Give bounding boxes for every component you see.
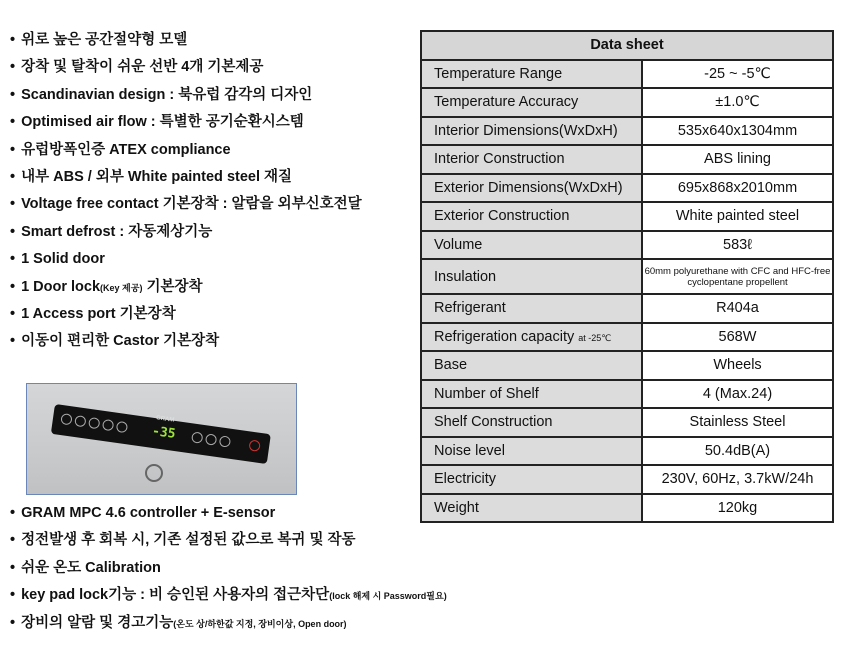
button-icon — [205, 433, 217, 445]
button-icon — [116, 421, 128, 433]
row-label-note: at -25℃ — [578, 332, 612, 343]
feature-item: • 쉬운 온도 Calibration — [10, 555, 447, 582]
button-icon — [74, 415, 86, 427]
datasheet-title: Data sheet — [421, 31, 833, 60]
row-label — [421, 145, 642, 174]
feature-list-top — [10, 27, 362, 356]
datasheet-row — [421, 494, 833, 523]
row-value: Wheels — [642, 351, 833, 380]
feature-item: • Voltage free contact 기본장착 : 알람을 외부신호전달 — [10, 191, 362, 218]
button-icon — [191, 431, 203, 443]
row-value: 230V, 60Hz, 3.7kW/24h — [642, 465, 833, 494]
row-label — [421, 494, 642, 523]
row-value: 4 (Max.24) — [642, 380, 833, 409]
controller-photo — [26, 383, 297, 495]
row-value: 695x868x2010mm — [642, 174, 833, 203]
feature-text: 기본장착 — [142, 278, 203, 295]
row-value: 568W — [642, 323, 833, 352]
datasheet-row — [421, 408, 833, 437]
row-value: ±1.0℃ — [642, 88, 833, 117]
row-label — [421, 351, 642, 380]
feature-list-bottom — [10, 500, 447, 637]
datasheet-row — [421, 60, 833, 89]
row-label-text: Insulation — [434, 268, 497, 285]
feature-item: • 장착 및 탈착이 쉬운 선반 4개 기본제공 — [10, 54, 362, 81]
datasheet-row — [421, 88, 833, 117]
feature-item: • 유럽방폭인증 ATEX compliance — [10, 137, 362, 164]
row-value: Stainless Steel — [642, 408, 833, 437]
feature-item: • 내부 ABS / 외부 White painted steel 재질 — [10, 164, 362, 191]
row-value: R404a — [642, 294, 833, 323]
temperature-display: -35 — [151, 423, 177, 442]
datasheet-row — [421, 323, 833, 352]
row-value: 50.4dB(A) — [642, 437, 833, 466]
feature-text: 장비의 알람 및 경고기능 — [21, 614, 174, 631]
row-label-text: Number of Shelf — [434, 385, 539, 402]
feature-item: • 이동이 편리한 Castor 기본장착 — [10, 328, 362, 355]
row-label — [421, 231, 642, 260]
row-label-text: Temperature Range — [434, 65, 563, 82]
row-label-text: Temperature Accuracy — [434, 94, 579, 111]
row-label-text: Interior Dimensions(WxDxH) — [434, 122, 618, 139]
button-icon — [219, 435, 231, 447]
feature-text: key pad lock기능 : 비 승인된 사용자의 접근차단 — [21, 587, 330, 604]
feature-item — [10, 274, 362, 301]
row-value: 535x640x1304mm — [642, 117, 833, 146]
row-label-text: Volume — [434, 236, 483, 253]
power-button-icon — [248, 439, 260, 451]
feature-item: • 1 Solid door — [10, 246, 362, 273]
feature-item: • 1 Access port 기본장착 — [10, 301, 362, 328]
feature-item — [10, 610, 447, 637]
row-value: White painted steel — [642, 202, 833, 231]
datasheet-table — [420, 30, 834, 523]
datasheet-row — [421, 174, 833, 203]
feature-item — [10, 582, 447, 609]
feature-item: • 정전발생 후 회복 시, 기존 설정된 값으로 복귀 및 작동 — [10, 527, 447, 554]
row-label-text: Exterior Construction — [434, 208, 570, 225]
row-label-text: Refrigeration capacity — [434, 328, 575, 345]
brand-logo: GRAM — [155, 415, 175, 424]
row-label-text: Shelf Construction — [434, 414, 553, 431]
row-label — [421, 88, 642, 117]
datasheet-row — [421, 259, 833, 294]
row-label — [421, 174, 642, 203]
row-label — [421, 465, 642, 494]
row-label — [421, 408, 642, 437]
datasheet-row — [421, 351, 833, 380]
feature-item: • GRAM MPC 4.6 controller + E-sensor — [10, 500, 447, 527]
row-label — [421, 259, 642, 294]
row-value: 120kg — [642, 494, 833, 523]
feature-item: • Scandinavian design : 북유럽 감각의 디자인 — [10, 82, 362, 109]
feature-item: • 위로 높은 공간절약형 모델 — [10, 27, 362, 54]
button-icon — [60, 413, 72, 425]
feature-note: (lock 해제 시 Password필요) — [329, 591, 447, 602]
row-label-text: Weight — [434, 499, 479, 516]
row-label — [421, 202, 642, 231]
row-value: -25 ~ -5℃ — [642, 60, 833, 89]
row-label — [421, 323, 642, 352]
row-value: 60mm polyurethane with CFC and HFC-free cyclopentane propellent — [642, 259, 833, 294]
button-icon — [88, 417, 100, 429]
datasheet-row — [421, 231, 833, 260]
row-label-text: Interior Construction — [434, 151, 565, 168]
feature-note: (Key 제공) — [100, 282, 143, 293]
datasheet-row — [421, 437, 833, 466]
datasheet-row — [421, 294, 833, 323]
row-label-text: Refrigerant — [434, 300, 506, 317]
row-label-text: Noise level — [434, 442, 505, 459]
datasheet-row — [421, 117, 833, 146]
button-icon — [102, 419, 114, 431]
feature-text: 1 Door lock — [21, 278, 101, 295]
row-value: 583ℓ — [642, 231, 833, 260]
row-label-text: Base — [434, 357, 468, 374]
row-label — [421, 117, 642, 146]
datasheet-row — [421, 145, 833, 174]
row-value: ABS lining — [642, 145, 833, 174]
row-label — [421, 437, 642, 466]
feature-item: • Optimised air flow : 특별한 공기순환시스템 — [10, 109, 362, 136]
controller-panel — [51, 404, 271, 464]
row-label — [421, 60, 642, 89]
row-label — [421, 294, 642, 323]
row-label-text: Electricity — [434, 471, 497, 488]
datasheet-row — [421, 202, 833, 231]
datasheet-row — [421, 380, 833, 409]
datasheet-row — [421, 465, 833, 494]
row-label-text: Exterior Dimensions(WxDxH) — [434, 179, 623, 196]
feature-item: • Smart defrost : 자동제상기능 — [10, 219, 362, 246]
feature-note: (온도 상/하한값 지정, 장비이상, Open door) — [173, 618, 347, 629]
lock-icon — [145, 464, 163, 482]
row-label — [421, 380, 642, 409]
